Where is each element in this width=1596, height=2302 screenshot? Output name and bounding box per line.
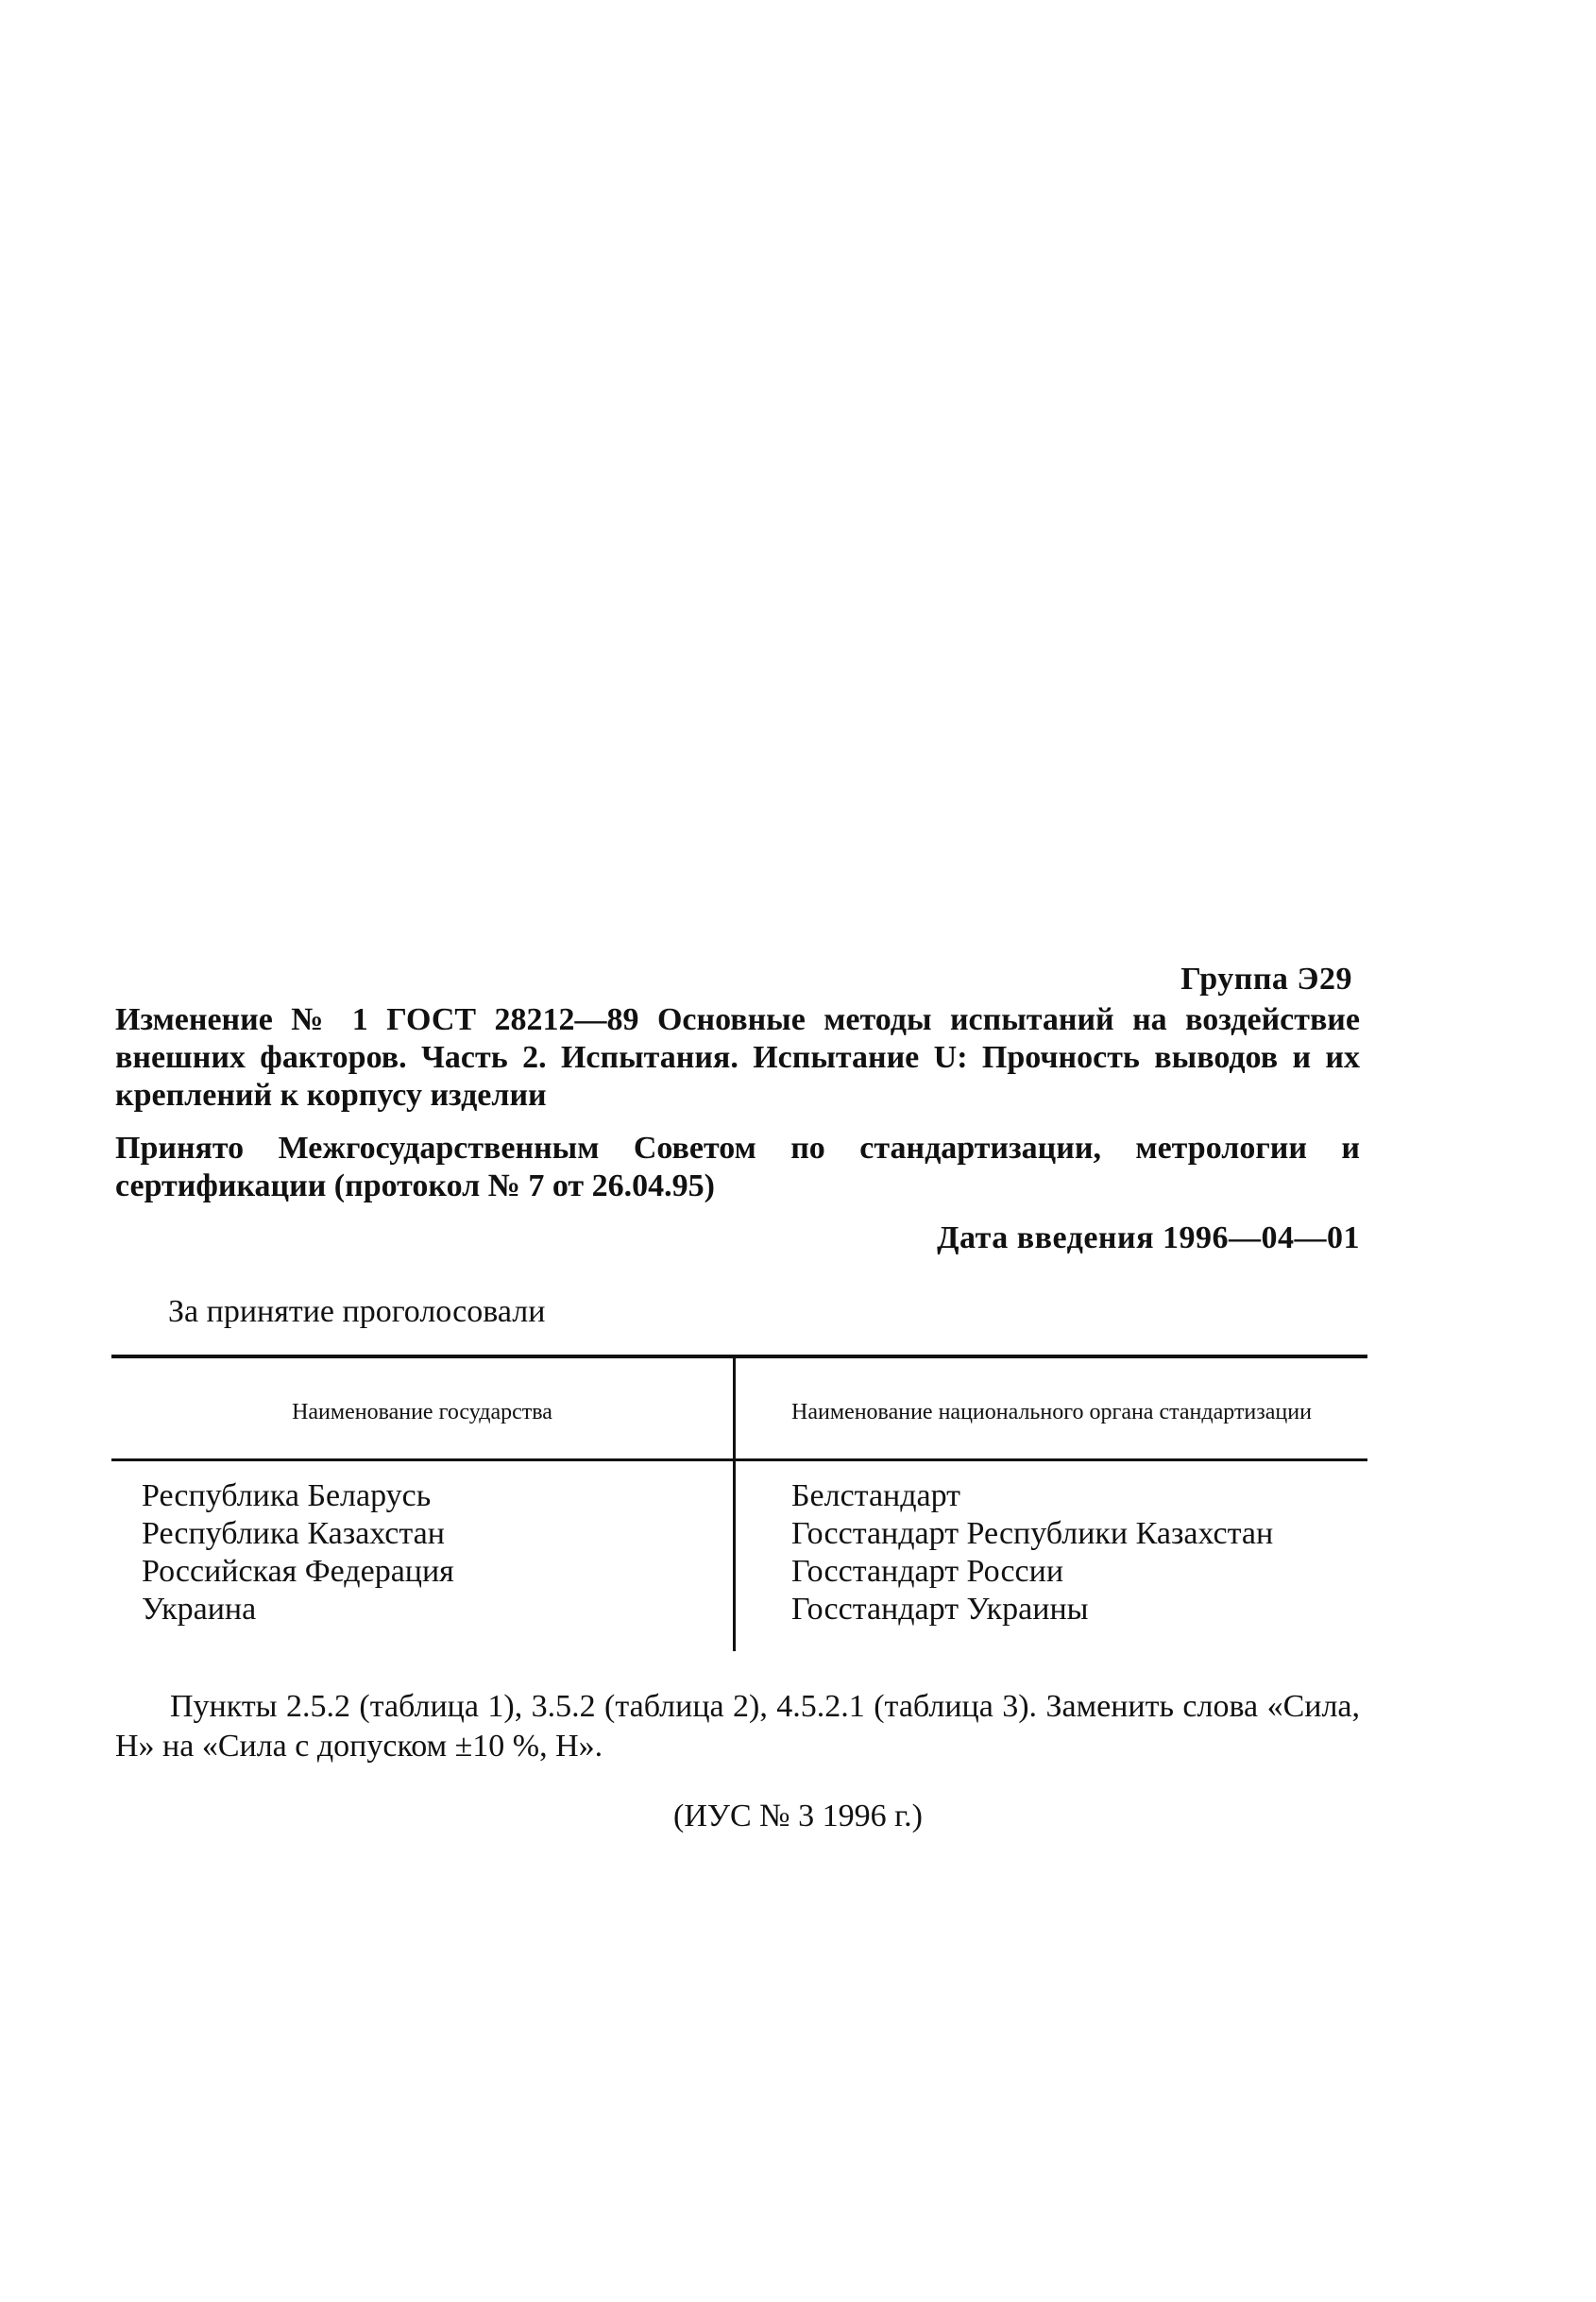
table-header-state: Наименование государства <box>292 1400 552 1424</box>
table-cell-state: Республика Беларусь <box>142 1478 432 1513</box>
table-top-rule <box>111 1355 1367 1358</box>
voting-table <box>111 1355 1367 1651</box>
table-cell-state: Российская Федерация <box>142 1554 454 1589</box>
introduction-date: Дата введения 1996—04—01 <box>937 1220 1360 1255</box>
table-cell-state: Республика Казахстан <box>142 1516 445 1551</box>
table-cell-national-body: Госстандарт Республики Казахстан <box>791 1516 1274 1551</box>
table-header-national-body: Наименование национального органа стандартизации <box>791 1400 1312 1424</box>
table-header-rule <box>111 1458 1367 1461</box>
amendment-body-paragraph: Пункты 2.5.2 (таблица 1), 3.5.2 (таблица 2), 4.5.2.1 (таблица 3). Заменить слова «Сила, Н» на «Сила с допуском ±10 %, Н». <box>115 1689 1360 1764</box>
table-cell-national-body: Госстандарт России <box>791 1554 1064 1589</box>
voting-intro: За принятие проголосовали <box>168 1294 546 1329</box>
table-column-states <box>142 1477 454 1628</box>
source-reference: (ИУС № 3 1996 г.) <box>673 1799 923 1833</box>
group-label: Группа Э29 <box>1180 962 1352 997</box>
adoption-note: Принято Межгосударственным Советом по стандартизации, метрологии и сертификации (протокол № 7 от 26.04.95) <box>115 1131 1360 1203</box>
table-cell-national-body: Госстандарт Украины <box>791 1592 1089 1627</box>
table-column-national-bodies <box>791 1477 1273 1628</box>
table-cell-state: Украина <box>142 1592 257 1627</box>
amendment-title: Изменение № 1 ГОСТ 28212—89 Основные методы испытаний на воздействие внешних факторов. Часть 2. Испытания. Испытание U: Прочность выводов и их креплений к корпусу изделии <box>115 1002 1360 1113</box>
table-cell-national-body: Белстандарт <box>791 1478 961 1513</box>
